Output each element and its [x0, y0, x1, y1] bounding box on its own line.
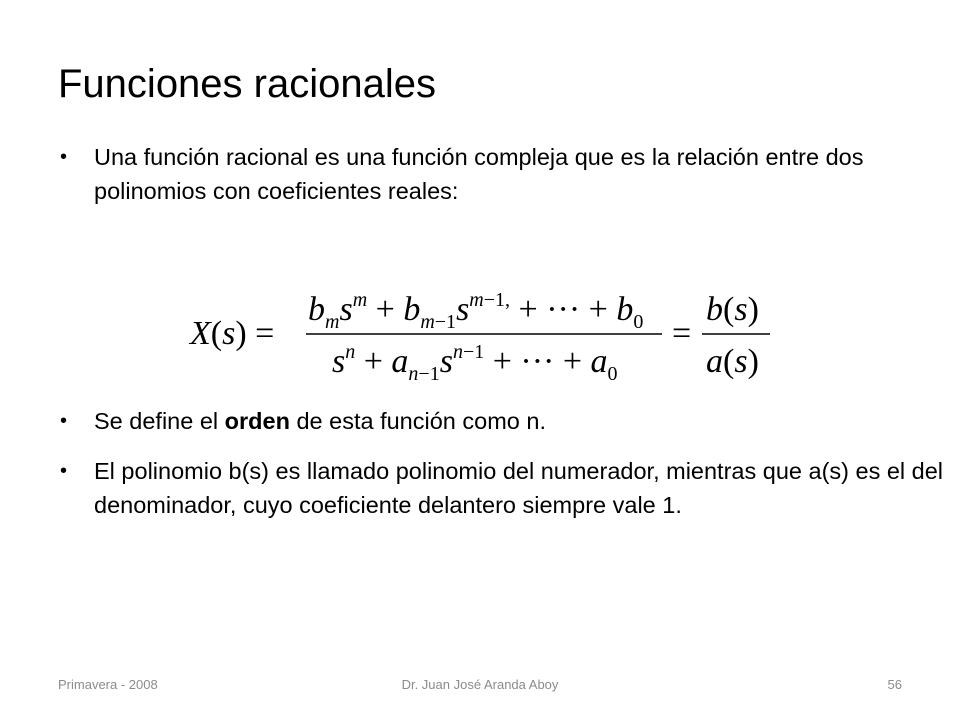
bullet-marker: • [60, 460, 68, 482]
footer-author: Dr. Juan José Aranda Aboy [401, 677, 559, 692]
bullet-text-after: de esta función como n. [289, 408, 546, 434]
formula-denominator: $s^n + a_n-1s^n-1$ + ··· + $a_0$ [332, 341, 618, 385]
bullet-marker: • [60, 146, 68, 168]
bullet-item-order [58, 404, 960, 438]
bullet-text: El polinomio b(s) es llamado polinomio del numerador, mientras que a(s) es el del denominador, cuyo coeficiente delantero siempre vale 1. [94, 458, 944, 518]
formula-graphic [160, 272, 800, 392]
formula-rhs-numerator: b(s) [706, 291, 759, 328]
slide-title: Funciones racionales [58, 62, 436, 106]
formula-lhs: X(s) = [190, 315, 275, 352]
bullet-text-bold: orden [224, 408, 290, 434]
bullet-text: Una función racional es una función compleja que es la relación entre dos polinomios con coeficientes reales: [94, 144, 864, 204]
formula-equals: = [672, 315, 692, 352]
bullet-marker: • [60, 410, 68, 432]
formula-numerator: $b_ms^m + b_m-1s^m-1$, + ··· + $b_0$ [308, 289, 644, 333]
footer-date: Primavera - 2008 [58, 677, 158, 692]
formula-rhs-denominator: a(s) [706, 343, 759, 380]
footer-page-number: 56 [887, 677, 902, 692]
bullet-text-before: Se define el [94, 408, 225, 434]
bullet-item-polynomials [58, 454, 960, 522]
rational-function-formula [160, 272, 800, 392]
bullet-item-definition [58, 140, 960, 208]
